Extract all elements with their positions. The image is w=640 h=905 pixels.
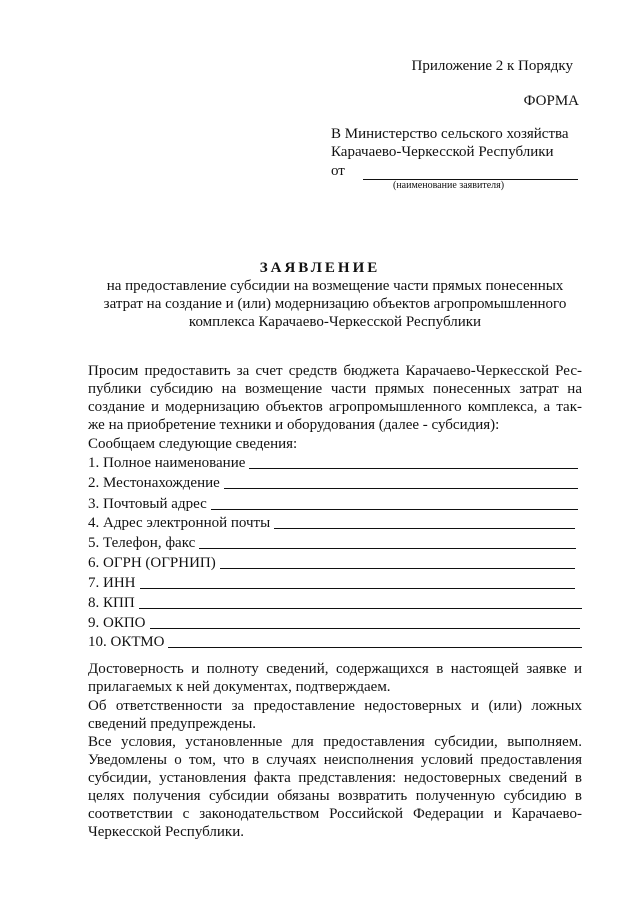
conditions-line-2: Уведомлены о том, что в случаях неисполнения условий предоставления [88,752,582,768]
inform-line: Сообщаем следующие сведения: [88,436,298,452]
conditions-line-6: Черкесской Республики. [88,824,244,840]
responsibility-line-1: Об ответственности за предоставление недостоверных и (или) ложных [88,698,582,714]
conditions-line-4: целях получения субсидии обязаны возвратить полученную субсидию в [88,788,582,804]
field-input-line[interactable] [140,588,576,589]
field-phone-fax [88,533,576,552]
subtitle-line-2: затрат на создание и (или) модернизацию объектов агропромышленного [103,296,567,312]
field-input-line[interactable] [150,628,580,629]
applicant-caption: (наименование заявителя) [393,180,505,191]
field-label: 2. Местонахождение [88,475,220,491]
field-label: 7. ИНН [88,575,136,591]
subtitle-line-3: комплекса Карачаево-Черкесской Республики [188,314,482,330]
addressee-line-2: Карачаево-Черкесской Республики [331,144,554,160]
addressee-block [331,125,569,161]
field-label: 1. Полное наименование [88,455,246,471]
form-label: ФОРМА [523,93,579,109]
field-input-line[interactable] [211,509,578,510]
subtitle-line-1: на предоставление субсидии на возмещение части прямых понесенных [106,278,564,294]
request-line-4: же на приобретение техники и оборудования (далее - субсидия): [88,417,500,433]
confirm-paragraph [88,660,582,696]
request-line-2: публики субсидию на возмещение части прямых понесенных затрат на [88,381,582,397]
conditions-paragraph [88,733,582,841]
field-email [88,513,575,532]
field-input-line[interactable] [274,528,575,529]
field-kpp [88,593,582,612]
from-label: от [331,163,345,179]
confirm-line-2: прилагаемых к ней документах, подтверждаем. [88,679,391,695]
document-title: ЗАЯВЛЕНИЕ [259,260,381,276]
field-label: 5. Телефон, факс [88,535,196,551]
field-label: 10. ОКТМО [88,634,165,650]
request-paragraph [88,362,582,434]
field-full-name [88,453,578,472]
request-line-3: создание и модернизацию объектов агропромышленного комплекса, а так- [88,399,582,415]
field-input-line[interactable] [168,647,582,648]
field-inn [88,573,575,592]
confirm-line-1: Достоверность и полноту сведений, содержащихся в настоящей заявке и [88,661,582,677]
responsibility-paragraph [88,697,582,733]
field-label: 8. КПП [88,595,135,611]
addressee-line-1: В Министерство сельского хозяйства [331,126,569,142]
field-input-line[interactable] [249,468,578,469]
field-okpo [88,613,580,632]
field-oktmo [88,632,582,651]
field-label: 9. ОКПО [88,615,146,631]
field-input-line[interactable] [224,488,578,489]
conditions-line-1: Все условия, установленные для предоставления субсидии, выполняем. [88,734,582,750]
applicant-name-field[interactable] [363,166,578,180]
field-input-line[interactable] [199,548,576,549]
field-ogrn [88,553,575,572]
field-input-line[interactable] [220,568,575,569]
document-subtitle [90,277,580,331]
conditions-line-5: соответствии с законодательством Российской Федерации и Карачаево- [88,806,582,822]
responsibility-line-2: сведений предупреждены. [88,716,257,732]
appendix-reference: Приложение 2 к Порядку [411,58,573,74]
conditions-line-3: субсидии, установления факта представления: недостоверных сведений в [88,770,582,786]
field-input-line[interactable] [139,608,582,609]
applicant-from-row [331,162,578,180]
field-location [88,473,578,492]
field-label: 4. Адрес электронной почты [88,515,271,531]
field-postal-address [88,494,578,513]
field-label: 3. Почтовый адрес [88,496,207,512]
request-line-1: Просим предоставить за счет средств бюджета Карачаево-Черкесской Рес- [88,363,582,379]
field-label: 6. ОГРН (ОГРНИП) [88,555,216,571]
